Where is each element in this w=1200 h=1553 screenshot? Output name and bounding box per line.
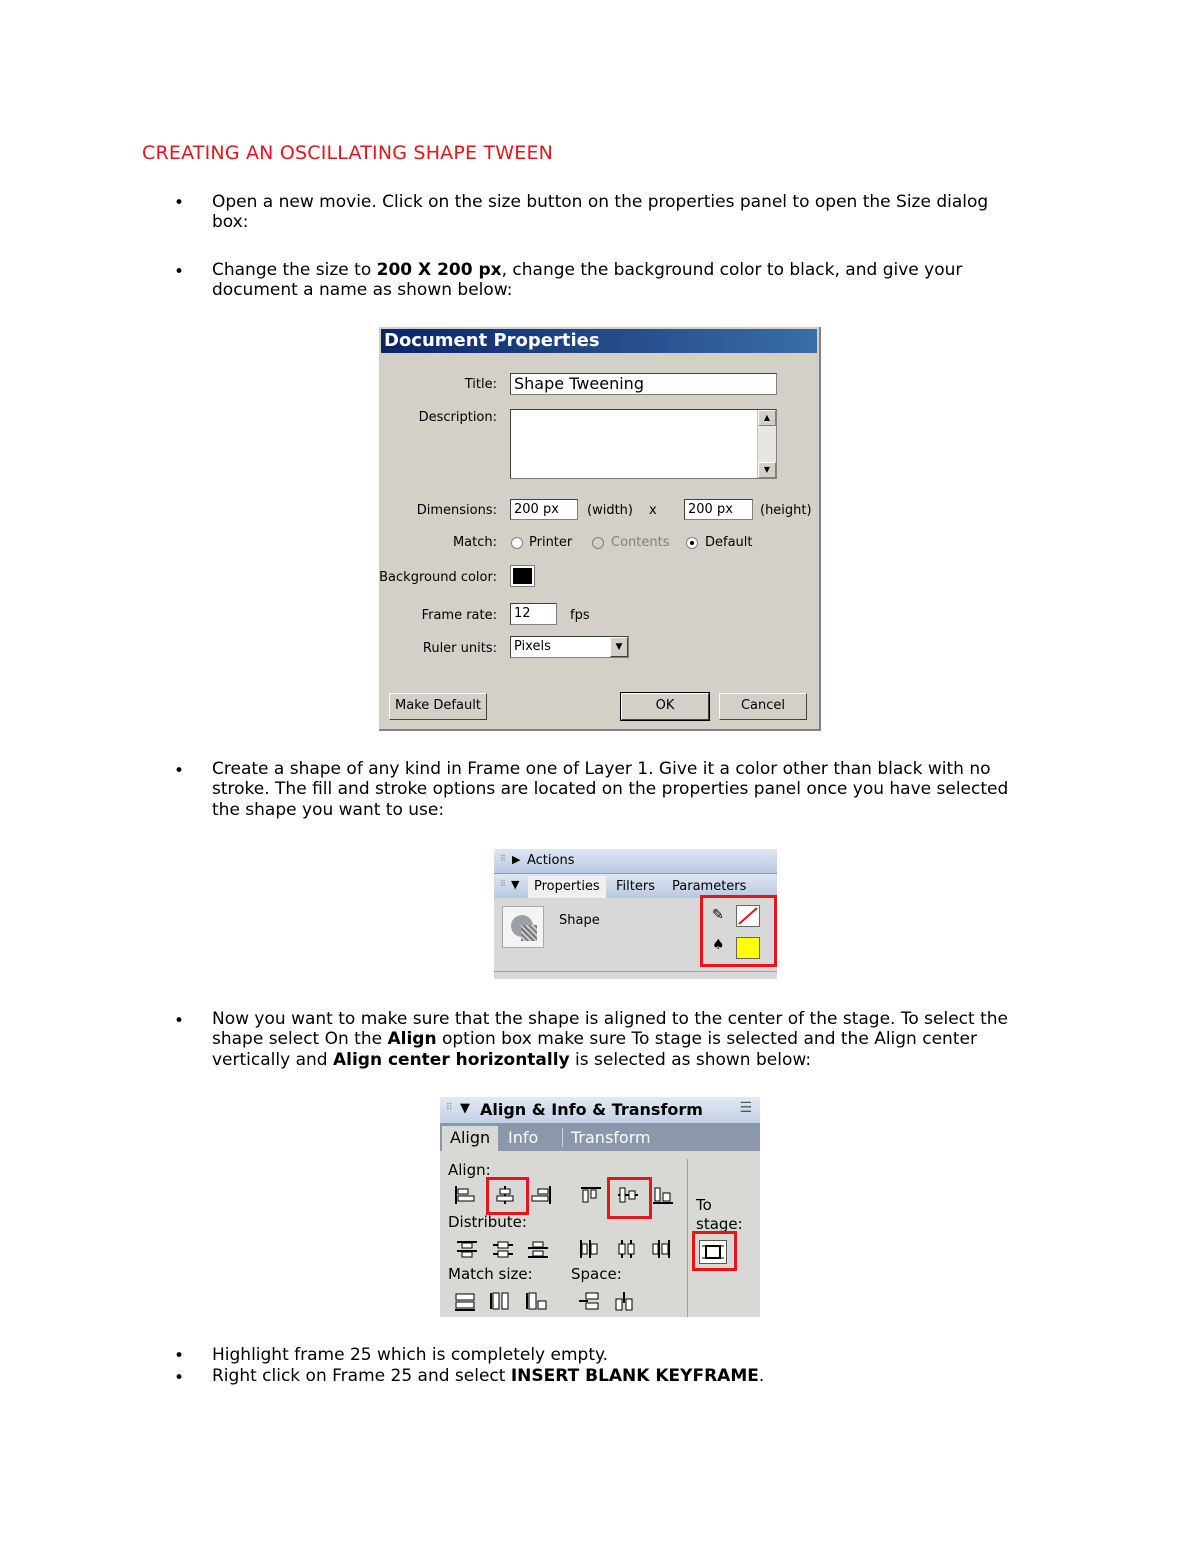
x-label: x xyxy=(649,503,657,518)
to-stage-label-line-1: To xyxy=(696,1196,712,1214)
tab-parameters[interactable]: Parameters xyxy=(672,879,747,894)
space-label: Space: xyxy=(571,1265,622,1283)
match-printer-label: Printer xyxy=(529,535,573,550)
bullet-marker: • xyxy=(174,1368,185,1388)
distribute-label: Distribute: xyxy=(448,1213,527,1231)
match-size-label: Match size: xyxy=(448,1265,533,1283)
bold-run: 200 X 200 px xyxy=(376,260,502,280)
background-color-swatch[interactable] xyxy=(510,565,535,587)
align-right-edge-icon[interactable] xyxy=(530,1185,552,1205)
text-run: vertically and xyxy=(212,1050,333,1070)
height-label: (height) xyxy=(760,503,812,518)
bullet-marker: • xyxy=(174,1346,185,1366)
align-left-edge-icon[interactable] xyxy=(454,1185,476,1205)
match-printer-radio[interactable] xyxy=(511,537,523,549)
dimensions-label: Dimensions: xyxy=(416,503,497,518)
bold-run: Align xyxy=(387,1029,437,1049)
bullet-4-line-1: Now you want to make sure that the shape is aligned to the center of the stage. To select the xyxy=(212,1009,1008,1029)
bullet-1-line-1: Open a new movie. Click on the size button on the properties panel to open the Size dialog xyxy=(212,192,989,212)
chevron-down-icon[interactable]: ▼ xyxy=(610,637,628,657)
title-label: Title: xyxy=(464,377,497,392)
frame-rate-label: Frame rate: xyxy=(421,608,497,623)
description-label: Description: xyxy=(418,410,497,425)
divider xyxy=(687,1159,688,1317)
text-run: Right click on Frame 25 and select xyxy=(212,1366,511,1386)
text-run: . xyxy=(758,1366,765,1386)
ruler-units-label: Ruler units: xyxy=(422,641,497,656)
tab-properties[interactable]: Properties xyxy=(528,876,606,898)
match-width-height-icon[interactable] xyxy=(526,1291,548,1311)
bullet-3-line-2: stroke. The fill and stroke options are located on the properties panel once you have selected xyxy=(212,779,1009,799)
bullet-3-line-1: Create a shape of any kind in Frame one of Layer 1. Give it a color other than black with no xyxy=(212,759,991,779)
align-panel-header[interactable] xyxy=(440,1097,760,1123)
tab-filters[interactable]: Filters xyxy=(616,879,655,894)
highlight-box xyxy=(700,895,777,967)
tab-transform[interactable]: Transform xyxy=(562,1128,651,1147)
match-default-radio[interactable] xyxy=(686,537,698,549)
frame-rate-input[interactable]: 12 xyxy=(510,603,557,625)
tab-align[interactable]: Align xyxy=(442,1126,498,1151)
width-label: (width) xyxy=(587,503,633,518)
document-properties-dialog xyxy=(379,327,821,731)
bold-run: INSERT BLANK KEYFRAME xyxy=(510,1366,759,1386)
bullet-1-line-2: box: xyxy=(212,212,249,232)
scroll-down-icon[interactable]: ▼ xyxy=(758,462,776,478)
actions-label: Actions xyxy=(527,853,575,868)
bullet-5-line-1: Highlight frame 25 which is completely empty. xyxy=(212,1345,609,1365)
collapse-triangle-icon: ▼ xyxy=(460,1101,470,1116)
match-contents-label: Contents xyxy=(611,535,670,550)
height-input[interactable]: 200 px xyxy=(684,499,753,520)
paint-bucket-icon: ♠ xyxy=(712,937,725,953)
panel-menu-icon[interactable]: ☰ xyxy=(739,1100,752,1116)
match-default-label: Default xyxy=(705,535,753,550)
align-panel-title: Align & Info & Transform xyxy=(480,1100,703,1119)
collapse-triangle-icon: ▼ xyxy=(511,878,520,891)
distribute-right-icon[interactable] xyxy=(650,1239,672,1259)
dialog-title: Document Properties xyxy=(381,329,817,353)
page-title: CREATING AN OSCILLATING SHAPE TWEEN xyxy=(142,142,554,164)
radio-dot xyxy=(690,541,694,545)
bullet-marker: • xyxy=(174,761,185,781)
properties-panel xyxy=(494,849,777,979)
scroll-up-icon[interactable]: ▲ xyxy=(758,410,776,426)
title-input[interactable]: Shape Tweening xyxy=(510,373,777,395)
make-default-button[interactable]: Make Default xyxy=(389,693,487,720)
bullet-4-line-3 xyxy=(212,1050,811,1071)
align-bottom-edge-icon[interactable] xyxy=(652,1185,674,1205)
ruler-units-select[interactable] xyxy=(510,636,629,658)
bullet-marker: • xyxy=(174,193,185,213)
width-input[interactable]: 200 px xyxy=(510,499,578,520)
bullet-2-line-2: document a name as shown below: xyxy=(212,280,513,300)
highlight-box xyxy=(486,1177,529,1215)
distribute-left-icon[interactable] xyxy=(578,1239,600,1259)
highlight-box xyxy=(607,1177,652,1219)
match-label: Match: xyxy=(452,535,497,550)
match-width-icon[interactable] xyxy=(454,1291,476,1311)
to-stage-label-line-2: stage: xyxy=(696,1215,743,1233)
shape-pattern xyxy=(521,925,537,941)
background-color-label: Background color: xyxy=(379,570,497,585)
align-label: Align: xyxy=(448,1161,491,1179)
grip-icon: ⠿ xyxy=(500,854,506,863)
text-run: is selected as shown below: xyxy=(569,1050,812,1070)
text-run: Change the size to xyxy=(212,260,377,280)
bullet-4-line-2 xyxy=(212,1029,977,1050)
distribute-vertical-center-icon[interactable] xyxy=(492,1239,514,1259)
distribute-bottom-icon[interactable] xyxy=(527,1239,549,1259)
highlight-box xyxy=(692,1231,737,1271)
align-panel xyxy=(440,1097,760,1317)
bullet-marker: • xyxy=(174,1011,185,1031)
match-height-icon[interactable] xyxy=(490,1291,512,1311)
ruler-units-value: Pixels xyxy=(514,639,551,654)
cancel-button[interactable]: Cancel xyxy=(719,693,807,720)
align-tab-bar xyxy=(440,1123,760,1151)
swatch-fill xyxy=(513,568,532,584)
align-top-edge-icon[interactable] xyxy=(580,1185,602,1205)
actions-bar[interactable] xyxy=(494,849,777,874)
grip-icon: ⠿ xyxy=(446,1103,453,1113)
panel-bottom-edge xyxy=(494,971,777,979)
ok-button[interactable]: OK xyxy=(621,693,709,720)
text-run: , change the background color to black, and give your xyxy=(501,260,963,280)
grip-icon: ⠿ xyxy=(500,879,506,888)
fps-label: fps xyxy=(570,608,590,623)
space-horizontal-icon[interactable] xyxy=(614,1291,636,1311)
text-run: option box make sure To stage is selected and the Align center xyxy=(436,1029,977,1049)
bullet-2-line-1 xyxy=(212,260,962,281)
shape-label: Shape xyxy=(559,913,600,928)
description-textarea[interactable] xyxy=(510,409,777,479)
bullet-marker: • xyxy=(174,262,185,282)
expand-triangle-icon: ▶ xyxy=(512,853,521,866)
bullet-6-line-1 xyxy=(212,1366,764,1387)
pencil-icon: ✎ xyxy=(712,907,724,923)
match-contents-radio[interactable] xyxy=(592,537,604,549)
distribute-top-icon[interactable] xyxy=(456,1239,478,1259)
scrollbar[interactable] xyxy=(757,410,776,478)
bullet-3-line-3: the shape you want to use: xyxy=(212,800,445,820)
text-run: shape select On the xyxy=(212,1029,388,1049)
distribute-horizontal-center-icon[interactable] xyxy=(616,1239,638,1259)
space-vertical-icon[interactable] xyxy=(578,1291,600,1311)
tab-info[interactable]: Info xyxy=(508,1128,539,1147)
shape-icon xyxy=(502,906,544,948)
bold-run: Align center horizontally xyxy=(332,1050,570,1070)
